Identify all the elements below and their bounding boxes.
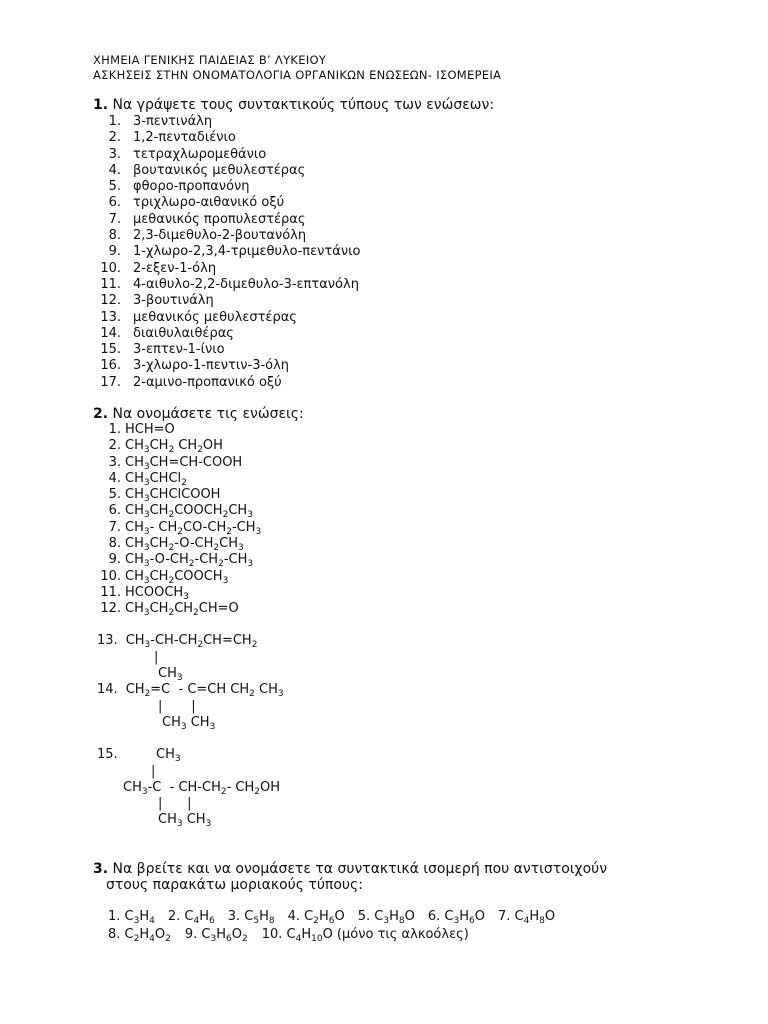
question-2-heading: [93, 406, 304, 422]
formula-subscript: 2: [181, 477, 187, 488]
list-item: [89, 584, 189, 602]
list-item: [89, 422, 175, 438]
formula-subscript: 8: [398, 916, 405, 926]
formula-subscript: 3: [277, 689, 284, 699]
item-number: 13.: [100, 309, 121, 325]
formula-text: CH: [149, 601, 169, 617]
formula-row-1: [108, 909, 568, 926]
formula-text: -C - CH-CH: [147, 780, 221, 795]
formula-subscript: 4: [295, 934, 302, 944]
formula-text: CH: [174, 601, 194, 617]
formula-text: CH: [219, 536, 238, 552]
substituent-formula: [158, 812, 211, 827]
list-item: [89, 228, 307, 244]
formula-subscript: 3: [144, 640, 151, 650]
bond-lines: | |: [158, 699, 196, 714]
formula-text: - CH: [149, 519, 178, 535]
molecular-formula: [304, 909, 345, 924]
molecular-formula: [374, 909, 415, 924]
formula-subscript: 3: [453, 916, 460, 926]
formula-text: -CH: [223, 552, 248, 568]
compound-name: 2-αμινο-προπανικό οξύ: [133, 374, 282, 390]
formula-subscript: 3: [143, 510, 150, 521]
formula-subscript: 3: [222, 575, 229, 586]
compound-formula: [125, 601, 239, 618]
formula-subscript: 2: [193, 608, 199, 619]
formula-text: C: [244, 909, 254, 924]
question-prompt: Να βρείτε και να ονομάσετε τα συντακτικά ισομερή που αντιστοιχούν: [108, 861, 608, 877]
formula-text: CH: [125, 487, 144, 503]
formula-subscript: 2: [144, 689, 151, 699]
formula-subscript: 2: [218, 559, 224, 570]
molecular-formula-item: [288, 909, 345, 924]
formula-subscript: 3: [237, 543, 244, 554]
formula-subscript: 3: [383, 916, 390, 926]
item-number: 12.: [100, 601, 121, 617]
formula-text: CH: [228, 503, 248, 519]
compound-formula: [125, 471, 187, 488]
question-number: 1.: [93, 97, 109, 113]
formula-text: CH: [125, 470, 144, 486]
formula-text: CH: [186, 715, 210, 730]
list-item: [89, 260, 217, 277]
molecule-14-formula: [126, 682, 284, 697]
compound-name: 2-εξεν-1-όλη: [133, 260, 217, 276]
molecule-14-substituents: [162, 715, 215, 732]
formula-text: C: [514, 909, 524, 924]
substituent-formula: [156, 747, 181, 762]
substituent-formula: [162, 715, 215, 730]
list-item: [89, 293, 214, 309]
compound-formula: [125, 552, 253, 569]
molecular-formula-item: [108, 927, 171, 942]
list-item: [89, 276, 359, 293]
molecular-formula: [515, 909, 556, 924]
list-item: [89, 503, 253, 521]
item-number: 4.: [108, 470, 121, 486]
molecule-15-main: [123, 780, 280, 797]
formula-subscript: 2: [220, 787, 227, 797]
question-1-list: [89, 114, 361, 391]
molecular-formula-item: [185, 927, 248, 942]
compound-formula: [125, 438, 223, 455]
compound-name: βουτανικός μεθυλεστέρας: [133, 162, 306, 178]
formula-subscript: 2: [313, 916, 319, 926]
formula-text: H: [139, 909, 150, 924]
question-prompt: Να ονομάσετε τις ενώσεις:: [108, 406, 304, 422]
formula-subscript: 3: [255, 526, 262, 537]
bond-lines: | |: [158, 796, 192, 811]
molecular-formula: [244, 909, 274, 924]
question-number: 3.: [93, 861, 109, 877]
list-item: [89, 374, 282, 391]
formula-subscript: 2: [213, 543, 220, 554]
compound-name: τριχλωρο-αιθανικό οξύ: [133, 195, 285, 211]
compound-name: 1,2-πενταδιένιο: [133, 130, 236, 146]
molecule-15-top: [156, 747, 181, 764]
item-number: 7.: [108, 211, 121, 227]
list-item: [89, 211, 306, 228]
formula-text: HCOOCH: [125, 584, 184, 600]
formula-text: C: [124, 927, 134, 942]
item-number: 11.: [100, 276, 121, 292]
formula-text: CH: [149, 438, 169, 454]
item-number: 10.: [100, 260, 121, 276]
formula-text: CH: [125, 454, 144, 470]
formula-text: -CH: [231, 519, 256, 535]
formula-subscript: 2: [133, 934, 140, 944]
formula-text: CH: [125, 438, 144, 454]
formula-text: CH: [158, 812, 177, 827]
molecular-formula-item: [262, 927, 469, 942]
item-number: 17.: [100, 374, 121, 390]
formula-text: -CH: [194, 552, 219, 568]
formula-subscript: 3: [176, 819, 183, 829]
molecule-15-formula: [123, 780, 280, 795]
formula-subscript: 3: [143, 477, 150, 488]
formula-subscript: 2: [249, 689, 255, 699]
formula-subscript: 2: [222, 510, 229, 521]
list-item: [89, 438, 223, 456]
formula-text: CH=O: [198, 601, 239, 617]
item-number: 7.: [108, 519, 121, 535]
formula-subscript: 6: [468, 916, 475, 926]
formula-subscript: 3: [143, 575, 150, 586]
formula-subscript: 3: [143, 559, 150, 570]
formula-text: CH: [182, 812, 206, 827]
formula-text: CH: [125, 568, 144, 584]
formula-subscript: 3: [141, 787, 148, 797]
formula-subscript: 2: [168, 608, 175, 619]
formula-text: C: [124, 909, 134, 924]
formula-subscript: 2: [188, 559, 195, 570]
list-item: [89, 244, 361, 260]
molecular-formula: [125, 927, 171, 942]
item-number: 9.: [108, 552, 121, 568]
compound-name: φθορο-προπανόνη: [133, 179, 250, 195]
item-number: 2.: [108, 438, 121, 454]
formula-text: =C - C=CH CH: [150, 682, 250, 697]
formula-text: CH: [125, 536, 144, 552]
formula-subscript: 2: [168, 445, 175, 456]
molecular-formula: [184, 909, 214, 924]
compound-name: 1-χλωρο-2,3,4-τριμεθυλο-πεντάνιο: [133, 244, 361, 260]
item-number: 5.: [108, 179, 121, 195]
molecule-14-main: [97, 682, 284, 699]
item-number: 6.: [108, 503, 121, 519]
item-number: 1.: [108, 909, 121, 924]
item-number: 14.: [100, 325, 121, 341]
formula-subscript: 3: [143, 445, 150, 456]
formula-text: CH: [125, 601, 144, 617]
question-2-list: [89, 422, 262, 619]
item-number: 3.: [108, 454, 121, 470]
formula-subscript: 3: [183, 591, 189, 602]
formula-text: C: [304, 909, 314, 924]
item-number: 7.: [497, 909, 511, 924]
formula-subscript: 6: [328, 916, 335, 926]
formula-text: CHCl: [149, 470, 182, 486]
compound-name: διαιθυλαιθέρας: [133, 325, 234, 341]
item-number: 6.: [427, 909, 441, 924]
list-item: [89, 487, 221, 505]
formula-text: O: [154, 927, 166, 942]
formula-subscript: 3: [143, 526, 150, 537]
molecule-15-number: 15.: [97, 747, 118, 762]
compound-formula: [125, 536, 244, 553]
list-item: [89, 342, 225, 358]
formula-subscript: 4: [193, 916, 200, 926]
list-item: [89, 454, 243, 472]
formula-text: CH: [125, 682, 145, 697]
list-item: [89, 162, 306, 179]
formula-text: O: [544, 909, 556, 924]
item-number: 1.: [108, 422, 121, 437]
formula-text: H: [389, 909, 399, 924]
formula-subscript: 6: [225, 934, 232, 944]
molecular-formula: [201, 927, 247, 942]
formula-subscript: 4: [149, 934, 155, 944]
formula-text: CO-CH: [183, 519, 227, 535]
question-3-heading: [93, 861, 607, 877]
formula-text: CH: [149, 568, 169, 584]
formula-text: H: [216, 927, 226, 942]
formula-text: CH: [123, 780, 142, 795]
formula-subscript: 3: [205, 819, 212, 829]
formula-text: HCH=O: [125, 422, 175, 437]
formula-text: CH: [174, 438, 198, 454]
formula-text: CH: [149, 536, 169, 552]
molecule-13-substituent: [158, 666, 183, 683]
formula-text: H: [301, 927, 312, 942]
molecule-13-main: [97, 633, 257, 650]
question-3-prompt-line-2: στους παρακάτω μοριακούς τύπους:: [106, 877, 363, 893]
compound-name: μεθανικός μεθυλεστέρας: [133, 309, 297, 325]
item-number: 3.: [227, 909, 241, 924]
list-item: [89, 552, 254, 570]
formula-text: CH: [254, 682, 278, 697]
molecular-formula-item: [108, 909, 155, 924]
formula-subscript: 3: [210, 934, 217, 944]
item-number: 14.: [97, 682, 118, 697]
formula-subscript: 3: [174, 754, 181, 764]
formula-subscript: 5: [253, 916, 260, 926]
formula-text: CH=CH-COOH: [149, 454, 243, 470]
item-number: 15.: [100, 342, 121, 358]
formula-subscript: 3: [143, 543, 150, 554]
compound-formula: [125, 569, 228, 586]
substituent-formula: [158, 666, 183, 681]
formula-subscript: 2: [197, 640, 204, 650]
formula-text: CH: [156, 747, 175, 762]
formula-text: H: [259, 909, 269, 924]
formula-subscript: 2: [168, 510, 175, 521]
formula-text: CH=CH: [203, 633, 252, 648]
formula-text: O (μόνο τις αλκοόλες): [322, 927, 469, 942]
formula-subscript: 3: [143, 461, 150, 472]
item-number: 16.: [100, 358, 121, 374]
formula-subscript: 4: [149, 916, 155, 926]
list-item: [89, 601, 239, 619]
list-item: [89, 114, 213, 130]
item-number: 4.: [287, 909, 301, 924]
compound-formula: [125, 455, 242, 472]
formula-text: CHClCOOH: [149, 487, 221, 503]
list-item: [89, 325, 234, 342]
formula-subscript: 3: [143, 494, 150, 505]
item-number: 10.: [261, 927, 283, 942]
formula-text: COOCH: [174, 503, 223, 519]
item-number: 5.: [108, 487, 121, 503]
formula-subscript: 3: [247, 559, 254, 570]
formula-text: CH: [125, 503, 144, 519]
molecular-formula: [444, 909, 485, 924]
formula-subscript: 2: [168, 543, 175, 554]
compound-formula: [125, 487, 220, 504]
compound-name: μεθανικός προπυλεστέρας: [133, 211, 306, 227]
bond-line: |: [151, 764, 156, 779]
list-item: [89, 470, 187, 488]
formula-text: H: [529, 909, 540, 924]
formula-text: -CH-CH: [150, 633, 198, 648]
item-number: 8.: [108, 228, 121, 244]
formula-subscript: 3: [133, 916, 140, 926]
formula-text: C: [286, 927, 296, 942]
formula-row-2: [108, 927, 483, 944]
molecular-formula-item: [428, 909, 485, 924]
molecular-formula: [125, 909, 155, 924]
item-number: 2.: [167, 909, 181, 924]
formula-subscript: 2: [251, 640, 258, 650]
formula-subscript: 8: [268, 916, 275, 926]
formula-subscript: 2: [241, 934, 248, 944]
list-item: [89, 195, 285, 211]
item-number: 13.: [97, 633, 118, 648]
item-number: 11.: [100, 584, 121, 600]
formula-text: CH: [149, 503, 169, 519]
formula-text: C: [374, 909, 384, 924]
formula-text: H: [199, 909, 210, 924]
item-number: 6.: [108, 195, 121, 211]
formula-text: OH: [260, 780, 281, 795]
formula-text: C: [201, 927, 211, 942]
compound-formula: [125, 585, 189, 602]
header-line-1: ΧΗΜΕΙΑ ΓΕΝΙΚΗΣ ΠΑΙΔΕΙΑΣ Β’ ΛΥΚΕΙΟΥ: [93, 53, 327, 67]
formula-subscript: 3: [176, 673, 183, 683]
compound-formula: [125, 503, 253, 520]
compound-name: 3-βουτινάλη: [133, 293, 214, 309]
formula-text: CH: [125, 633, 145, 648]
compound-name: 2,3-διμεθυλο-2-βουτανόλη: [133, 228, 307, 244]
formula-text: CH: [158, 666, 177, 681]
header-line-2: ΑΣΚΗΣΕΙΣ ΣΤΗΝ ΟΝΟΜΑΤΟΛΟΓΙΑ ΟΡΓΑΝΙΚΩΝ ΕΝΩΣΕΩΝ- ΙΣΟΜΕΡΕΙΑ: [93, 68, 502, 82]
formula-subscript: 2: [197, 445, 203, 456]
list-item: [89, 358, 290, 374]
formula-text: O: [404, 909, 415, 924]
item-number: 9.: [108, 244, 121, 260]
formula-text: O: [231, 927, 242, 942]
item-number: 1.: [108, 114, 121, 129]
formula-subscript: 10: [311, 934, 323, 944]
formula-text: - CH: [226, 780, 255, 795]
formula-subscript: 3: [209, 722, 216, 732]
list-item: [89, 536, 244, 554]
formula-text: CH: [162, 715, 181, 730]
formula-subscript: 2: [254, 787, 261, 797]
formula-text: H: [139, 927, 150, 942]
molecular-formula: [287, 927, 469, 942]
compound-name: 4-αιθυλο-2,2-διμεθυλο-3-επτανόλη: [133, 276, 359, 292]
item-number: 12.: [100, 293, 121, 309]
list-item: [89, 130, 236, 146]
molecular-formula-item: [358, 909, 415, 924]
formula-subscript: 4: [523, 916, 530, 926]
formula-subscript: 3: [247, 510, 253, 521]
formula-subscript: 3: [180, 722, 187, 732]
formula-text: -O-CH: [174, 536, 214, 552]
molecule-13-formula: [126, 633, 258, 648]
formula-text: CH: [125, 552, 144, 568]
molecular-formula-item: [228, 909, 275, 924]
formula-subscript: 2: [165, 934, 171, 944]
formula-subscript: 2: [168, 575, 175, 586]
question-number: 2.: [93, 406, 109, 422]
question-1-heading: [93, 97, 494, 113]
list-item: [89, 146, 267, 163]
list-item: [89, 568, 229, 586]
formula-subscript: 2: [226, 526, 232, 537]
formula-text: OH: [202, 438, 223, 454]
formula-text: -O-CH: [149, 552, 189, 568]
item-number: 8.: [108, 536, 121, 552]
list-item: [89, 309, 297, 326]
compound-name: 3-χλωρο-1-πεντιν-3-όλη: [133, 358, 290, 374]
compound-formula: [125, 520, 261, 537]
formula-text: O: [474, 909, 485, 924]
question-prompt: Να γράψετε τους συντακτικούς τύπους των ενώσεων:: [108, 97, 495, 113]
item-number: 2.: [108, 130, 121, 146]
formula-text: COOCH: [174, 568, 223, 584]
compound-name: τετραχλωρομεθάνιο: [133, 146, 267, 162]
item-number: 5.: [357, 909, 371, 924]
molecular-formula-item: [168, 909, 215, 924]
formula-subscript: 2: [177, 526, 184, 537]
formula-text: C: [444, 909, 454, 924]
molecular-formula-item: [498, 909, 555, 924]
formula-text: H: [318, 909, 329, 924]
bond-line: |: [154, 650, 159, 665]
list-item: [89, 179, 250, 195]
formula-text: CH: [125, 519, 144, 535]
item-number: 10.: [100, 568, 121, 584]
formula-subscript: 3: [143, 608, 150, 619]
formula-text: O: [334, 909, 345, 924]
formula-subscript: 6: [209, 916, 215, 926]
list-item: [89, 519, 262, 537]
formula-subscript: 8: [539, 916, 545, 926]
item-number: 9.: [184, 927, 198, 942]
molecule-15-substituents: [158, 812, 211, 829]
compound-name: 3-επτεν-1-ίνιο: [133, 342, 225, 358]
item-number: 8.: [108, 927, 121, 942]
compound-name: 3-πεντινάλη: [133, 114, 213, 129]
compound-formula: [125, 422, 175, 438]
item-number: 3.: [108, 146, 121, 162]
formula-text: C: [184, 909, 194, 924]
item-number: 4.: [108, 162, 121, 178]
formula-text: H: [459, 909, 469, 924]
